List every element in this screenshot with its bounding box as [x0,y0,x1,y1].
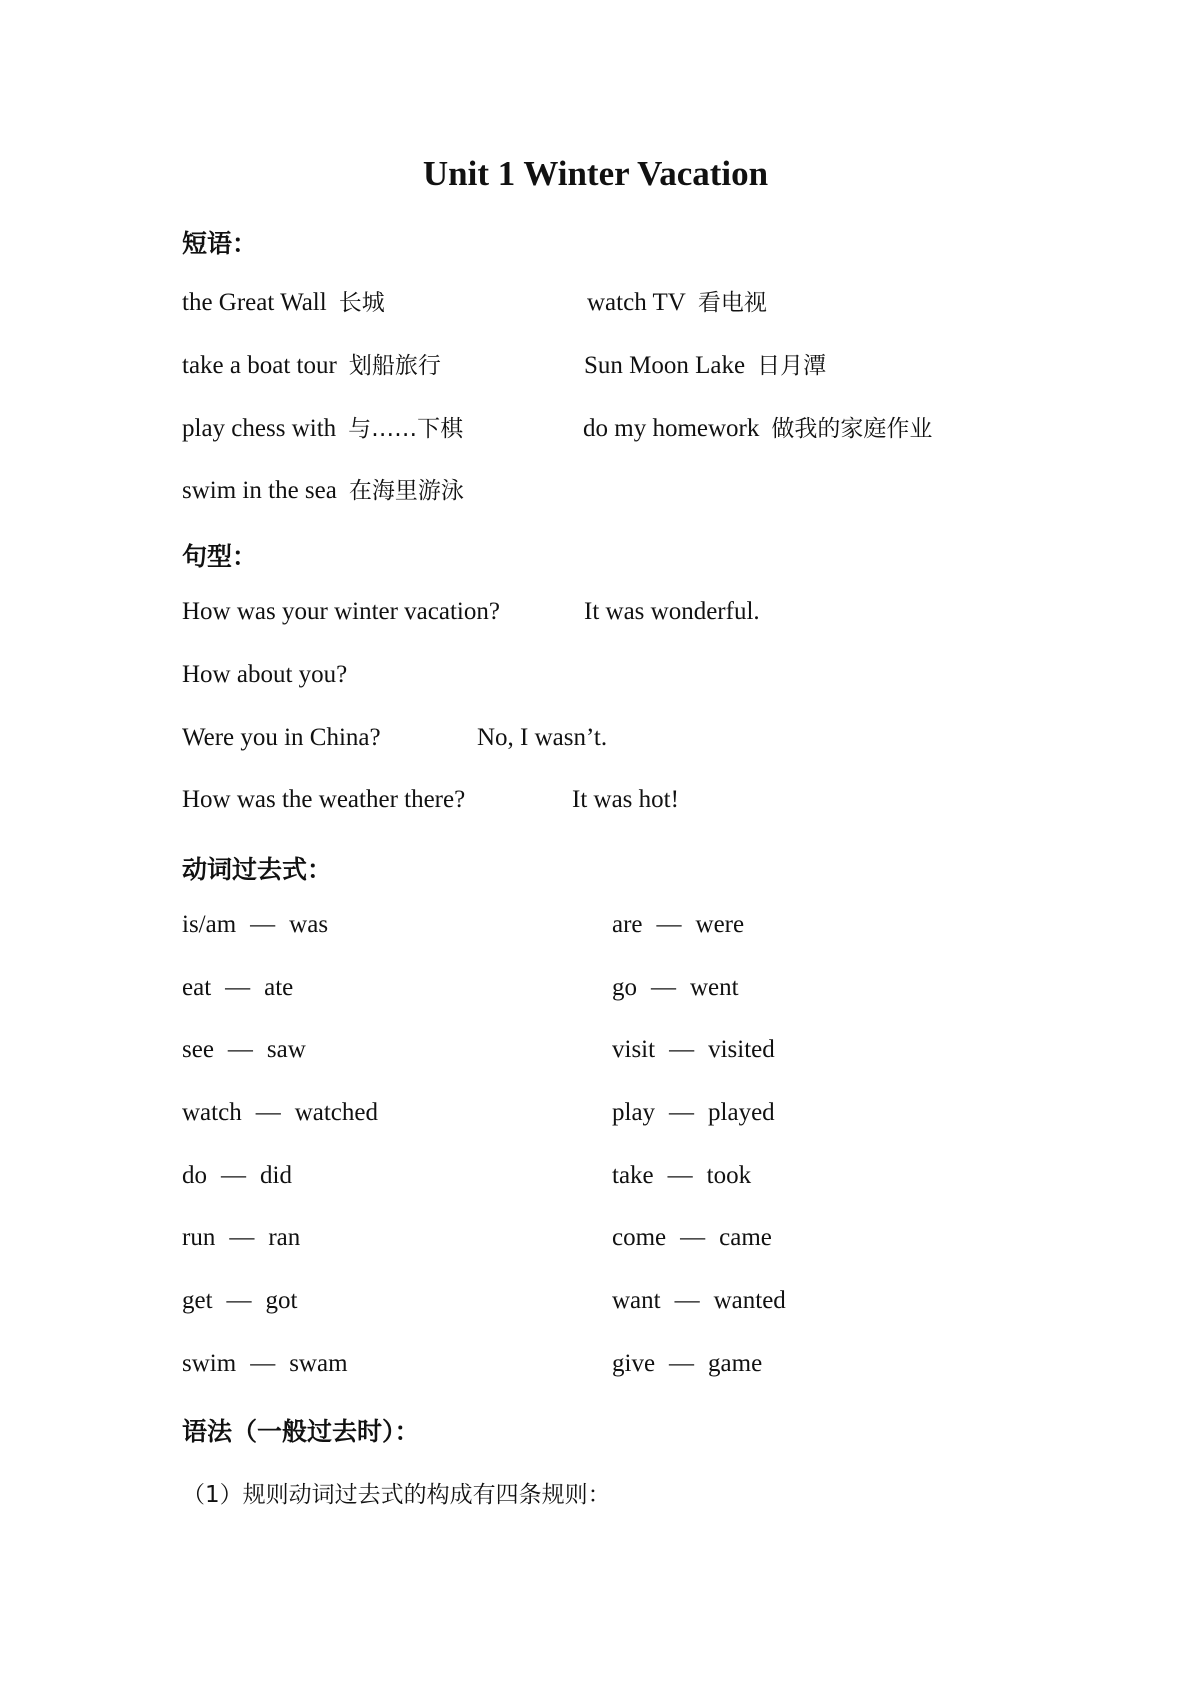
verb-pair: come — came [612,1224,772,1251]
past-tense-heading: 动词过去式： [182,855,333,884]
verb-pair: see — saw [182,1036,306,1063]
phrase-item: take a boat tour 划船旅行 [182,352,441,379]
phrase-item: the Great Wall 长城 [182,289,385,316]
phrase-item: swim in the sea 在海里游泳 [182,477,464,504]
phrase-item: do my homework 做我的家庭作业 [583,415,933,442]
verb-pair: want — wanted [612,1287,786,1314]
phrase-item: play chess with 与……下棋 [182,415,464,442]
verb-pair: swim — swam [182,1350,348,1377]
verb-pair: eat — ate [182,974,294,1001]
verb-pair: give — game [612,1350,763,1377]
grammar-heading: 语法（一般过去时）： [182,1417,420,1446]
sentence-question: How was your winter vacation? [182,598,500,625]
grammar-rule-1: （1）规则动词过去式的构成有四条规则： [182,1482,611,1508]
sentence-question: How was the weather there? [182,786,466,813]
phrases-heading: 短语： [182,229,258,258]
verb-pair: do — did [182,1162,292,1189]
sentence-answer: It was wonderful. [584,598,760,625]
page-title: Unit 1 Winter Vacation [422,154,769,193]
verb-pair: watch — watched [182,1099,378,1126]
verb-pair: play — played [612,1099,775,1126]
verb-pair: run — ran [182,1224,301,1251]
verb-pair: go — went [612,974,739,1001]
verb-pair: get — got [182,1287,298,1314]
sentences-heading: 句型： [182,542,258,571]
verb-pair: take — took [612,1162,752,1189]
sentence-question: How about you? [182,661,348,688]
verb-pair: is/am — was [182,911,329,938]
sentence-question: Were you in China? [182,724,381,751]
sentence-answer: No, I wasn’t. [477,724,608,751]
verb-pair: are — were [612,911,745,938]
phrase-item: Sun Moon Lake 日月潭 [584,352,827,379]
phrase-item: watch TV 看电视 [587,289,767,316]
sentence-answer: It was hot! [572,786,679,813]
verb-pair: visit — visited [612,1036,775,1063]
